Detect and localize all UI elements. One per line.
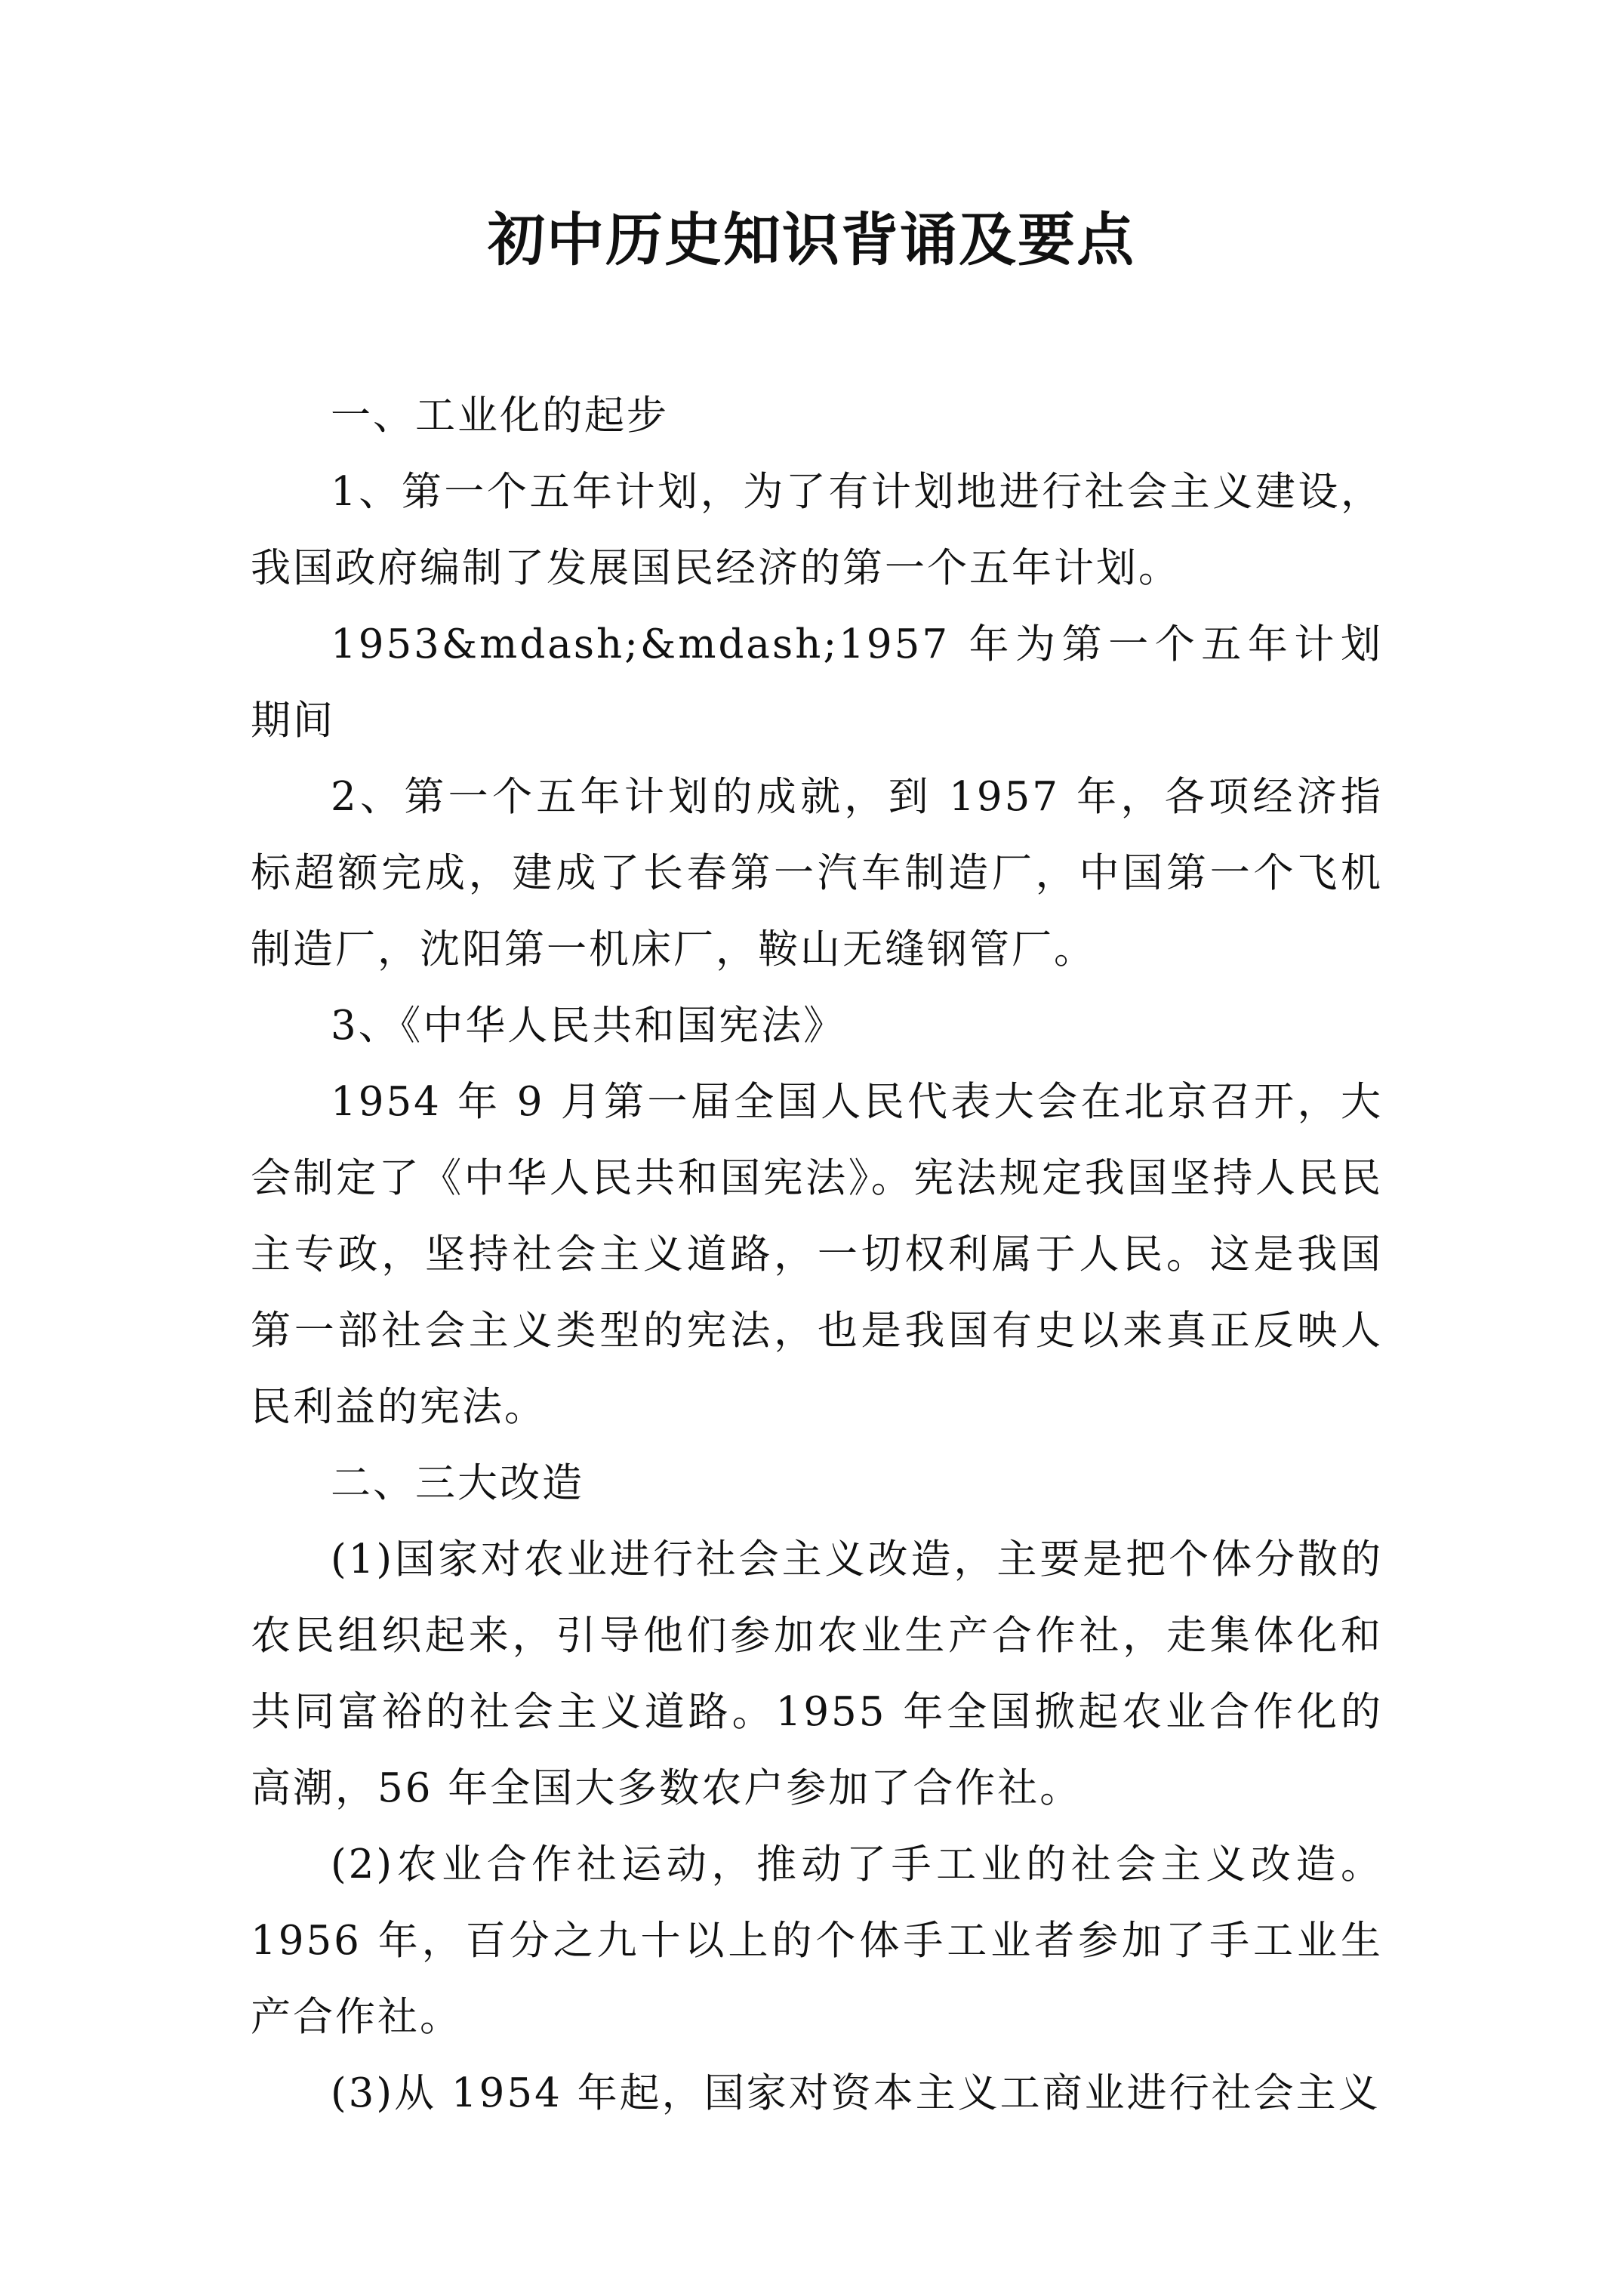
paragraph-handicraft-transformation: (2)农业合作社运动，推动了手工业的社会主义改造。1956 年，百分之九十以上的个体手工业者参加了手工业生产合作社。 (251, 1841, 1383, 2040)
paragraph-capitalist-transformation: (3)从 1954 年起，国家对资本主义工商业进行社会主义 (331, 2070, 1381, 2116)
paragraph-constitution-detail: 1954 年 9 月第一届全国人民代表大会在北京召开，大会制定了《中华人民共和国宪法》。宪法规定我国坚持人民民主专政，坚持社会主义道路，一切权利属于人民。这是我国第一部社会主义类型的宪法，也是我国有史以来真正反映人民利益的宪法。 (251, 1079, 1383, 1430)
paragraph-plan-achievements: 2、第一个五年计划的成就，到 1957 年，各项经济指标超额完成，建成了长春第一汽车制造厂，中国第一个飞机制造厂，沈阳第一机床厂，鞍山无缝钢管厂。 (251, 774, 1383, 972)
paragraph-plan-period: 1953&mdash;&mdash;1957 年为第一个五年计划期间 (251, 621, 1383, 744)
paragraph-agriculture-transformation: (1)国家对农业进行社会主义改造，主要是把个体分散的农民组织起来，引导他们参加农业生产合作社，走集体化和共同富裕的社会主义道路。1955 年全国掀起农业合作化的高潮，56 年全国大多数农户参加了合作社。 (251, 1536, 1383, 1811)
paragraph-constitution-heading: 3、《中华人民共和国宪法》 (331, 1003, 846, 1049)
document-body (251, 378, 1383, 2131)
section-heading-industrialization: 一、工业化的起步 (331, 393, 669, 439)
document-title: 初中历史知识背诵及要点 (488, 206, 1135, 273)
section-heading-three-transformations: 二、三大改造 (331, 1460, 584, 1506)
paragraph-first-five-year-plan: 1、第一个五年计划，为了有计划地进行社会主义建设，我国政府编制了发展国民经济的第一个五年计划。 (251, 469, 1383, 591)
